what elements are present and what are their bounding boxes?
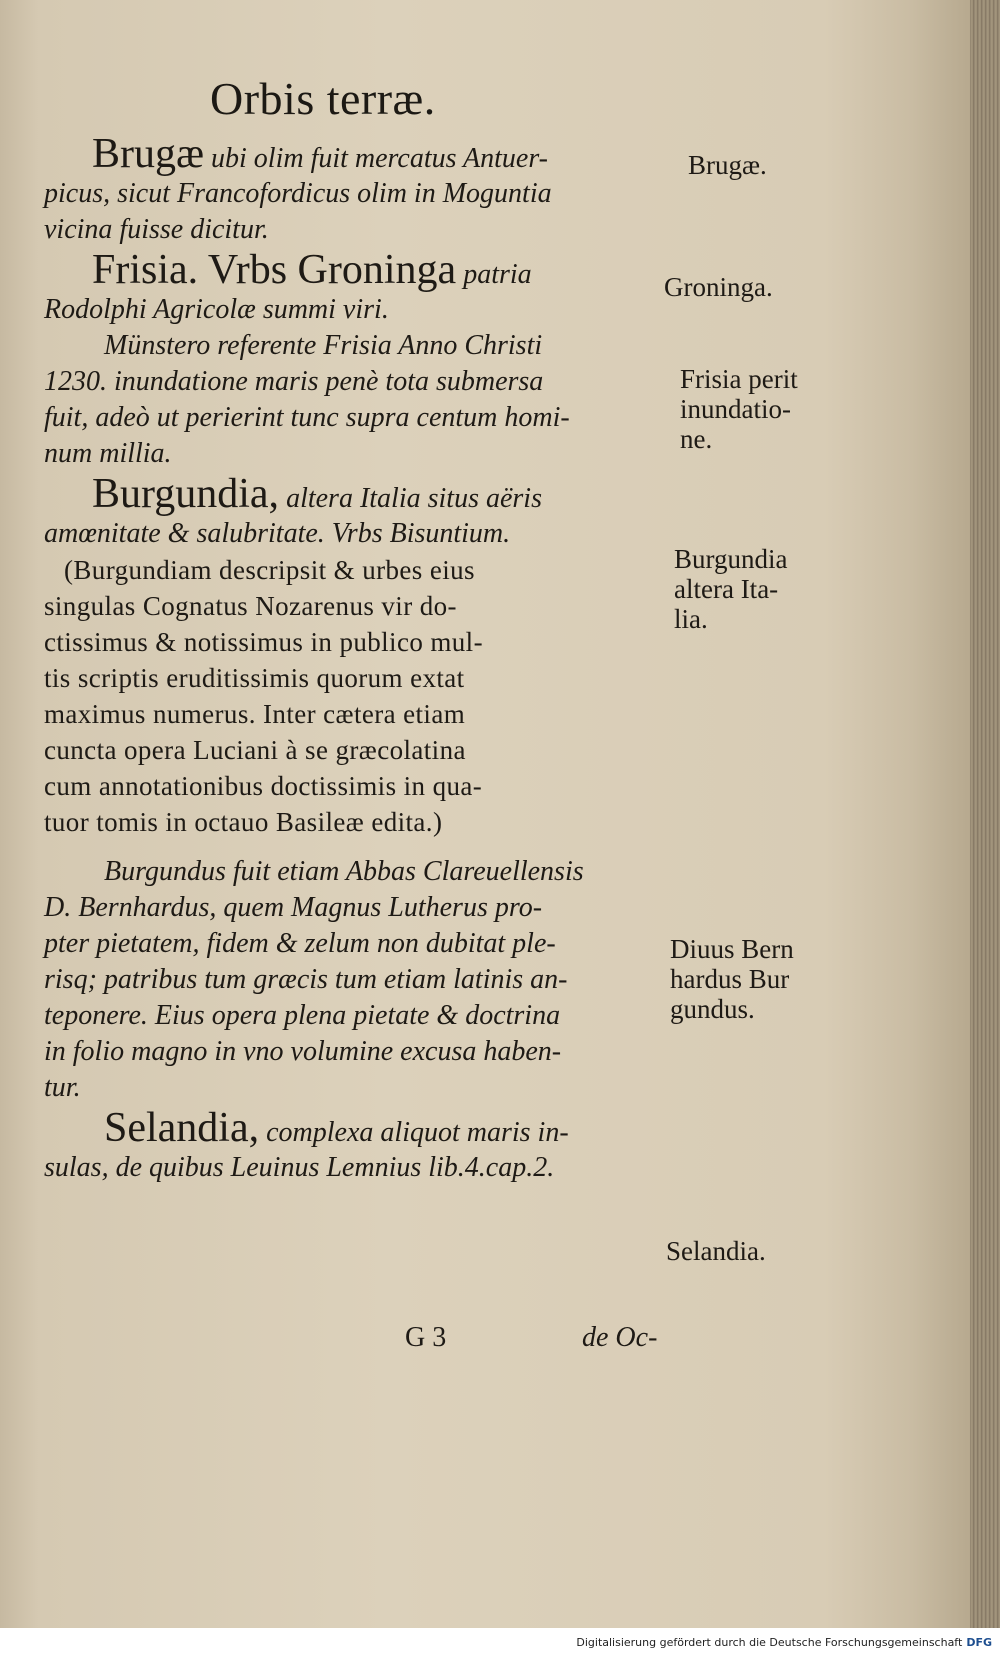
margin-line: Selandia. — [666, 1236, 766, 1266]
margin-line: Burgundia — [674, 544, 788, 574]
margin-line: hardus Bur — [670, 964, 790, 994]
text-line: risq; patribus tum græcis tum etiam latinis an- — [44, 964, 568, 995]
marginal-note-bernhardus — [670, 934, 950, 1024]
spacer — [44, 840, 680, 854]
text-line: amœnitate & salubritate. Vrbs Bisuntium. — [44, 518, 511, 549]
text-line: ctissimus & notissimus in publico mul- — [44, 627, 483, 657]
text-line: 1230. inundatione maris penè tota submersa — [44, 366, 544, 397]
marginal-note-frisia — [680, 364, 960, 454]
text-line: Burgundus fuit etiam Abbas Clareuellensis — [104, 856, 584, 887]
text-line — [44, 472, 680, 516]
text-line: num millia. — [44, 438, 172, 469]
text-line: sulas, de quibus Leuinus Lemnius lib.4.cap.2. — [44, 1152, 555, 1183]
main-text-block — [44, 132, 680, 1186]
text-line: D. Bernhardus, quem Magnus Lutherus pro- — [44, 892, 543, 923]
margin-line: lia. — [674, 604, 708, 634]
lemma-brugae: Brugæ — [92, 131, 205, 177]
margin-line: Brugæ. — [688, 150, 767, 180]
running-title: Orbis terræ. — [210, 73, 436, 124]
text-line: teponere. Eius opera plena pietate & doctrina — [44, 1000, 561, 1031]
margin-line: gundus. — [670, 994, 755, 1024]
catchword: de Oc- — [582, 1322, 658, 1353]
text-line: in folio magno in vno volumine excusa haben- — [44, 1036, 562, 1067]
margin-line: Frisia perit — [680, 364, 798, 394]
signature-mark: G 3 — [405, 1322, 447, 1353]
text-span: altera Italia situs aëris — [279, 483, 542, 514]
lemma-selandia: Selandia, — [104, 1105, 260, 1151]
text-line: vicina fuisse dicitur. — [44, 214, 269, 245]
text-span: complexa aliquot maris in- — [259, 1117, 569, 1148]
text-line: tuor tomis in octauo Basileæ edita.) — [44, 807, 443, 837]
text-line — [44, 132, 680, 176]
text-line: maximus numerus. Inter cætera etiam — [44, 699, 466, 729]
marginal-note-burgundia — [674, 544, 954, 634]
text-line: pter pietatem, fidem & zelum non dubitat ple- — [44, 928, 556, 959]
dfg-logo: DFG — [966, 1636, 992, 1649]
marginal-note-groninga — [664, 272, 944, 302]
text-line: Münstero referente Frisia Anno Christi — [104, 330, 543, 361]
text-line — [44, 248, 680, 292]
text-line: fuit, adeò ut perierint tunc supra centum homi- — [44, 402, 570, 433]
digitization-credit — [576, 1636, 992, 1649]
marginal-note-brugae — [688, 150, 968, 180]
text-line: (Burgundiam descripsit & urbes eius — [64, 555, 475, 585]
lemma-burgundia: Burgundia, — [92, 471, 280, 517]
lemma-frisia: Frisia. Vrbs Groninga — [92, 247, 457, 293]
credit-text: Digitalisierung gefördert durch die Deutsche Forschungsgemeinschaft — [576, 1636, 963, 1649]
book-fore-edge — [970, 0, 1000, 1628]
text-line: Rodolphi Agricolæ summi viri. — [44, 294, 389, 325]
text-line: cuncta opera Luciani à se græcolatina — [44, 735, 466, 765]
margin-line: ne. — [680, 424, 713, 454]
margin-line: altera Ita- — [674, 574, 779, 604]
margin-line: inundatio- — [680, 394, 791, 424]
text-line: tur. — [44, 1072, 81, 1103]
text-line: tis scriptis eruditissimis quorum extat — [44, 663, 465, 693]
text-span: patria — [456, 259, 532, 290]
margin-line: Groninga. — [664, 272, 773, 302]
text-line: cum annotationibus doctissimis in qua- — [44, 771, 483, 801]
margin-line: Diuus Bern — [670, 934, 794, 964]
marginal-note-selandia — [666, 1236, 946, 1266]
text-span: ubi olim fuit mercatus Antuer- — [204, 143, 548, 174]
text-line: singulas Cognatus Nozarenus vir do- — [44, 591, 457, 621]
text-line — [44, 1106, 680, 1150]
text-line: picus, sicut Francofordicus olim in Moguntia — [44, 178, 552, 209]
